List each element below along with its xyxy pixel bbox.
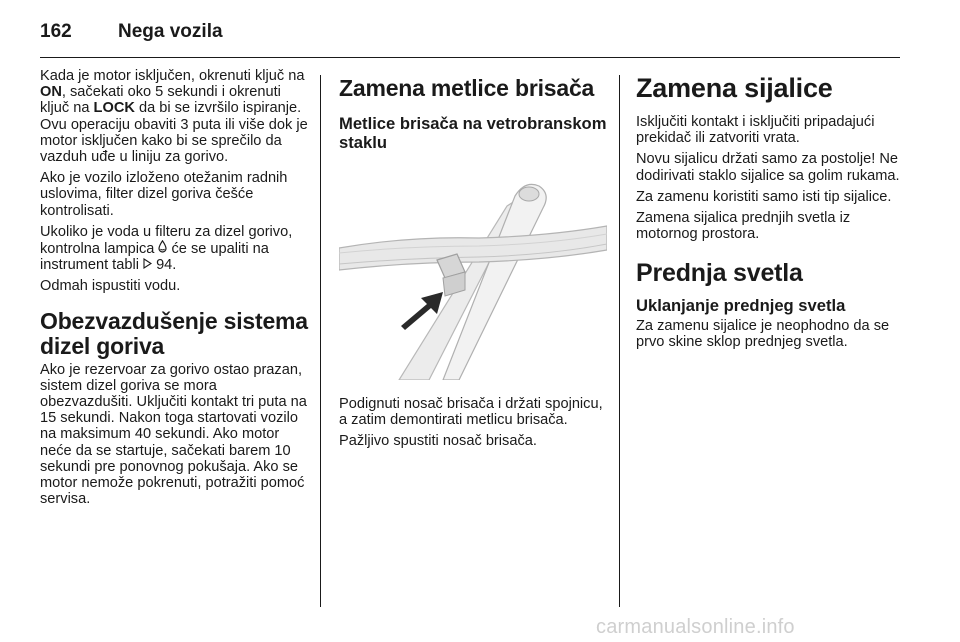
text: Ukoliko je voda u filteru za dizel gorivo, kontrolna lampica xyxy=(40,223,293,258)
column-divider-right xyxy=(619,75,620,607)
column-right xyxy=(636,68,906,355)
text: će se upaliti na instrument tabli xyxy=(40,241,269,274)
section-heading-headlights: Prednja svetla xyxy=(636,259,803,288)
page-reference[interactable]: 94. xyxy=(152,257,177,274)
key-lock-label: LOCK xyxy=(93,100,135,117)
column-divider-left xyxy=(320,75,321,607)
watermark: carmanualsonline.info xyxy=(596,616,795,638)
paragraph-lower-arm: Pažljivo spustiti nosač brisača. xyxy=(339,433,537,450)
paragraph-hold-bulb: Novu sijalicu držati samo za postolje! Ne dodirivati staklo sijalice sa golim rukama. xyxy=(636,151,900,184)
paragraph-same-type: Za zamenu koristiti samo isti tip sijalice. xyxy=(636,188,892,205)
paragraph-filter-check: Ako je vozilo izloženo otežanim radnih uslovima, filter dizel goriva češće kontrolisati. xyxy=(40,170,288,219)
column-left xyxy=(40,68,310,512)
paragraph-drain: Odmah ispustiti vodu. xyxy=(40,278,181,295)
paragraph-water-warning xyxy=(40,224,310,274)
paragraph-purge xyxy=(40,68,310,165)
subheading-windscreen: Metlice brisača na vetrobranskom staklu xyxy=(339,114,607,152)
triangle-arrow-icon xyxy=(143,257,152,273)
page-header xyxy=(40,12,223,52)
wiper-blade-illustration xyxy=(339,166,607,380)
subheading-remove-headlight: Uklanjanje prednjeg svetla xyxy=(636,296,846,316)
page-title: Nega vozila xyxy=(118,21,223,42)
paragraph-bleeding: Ako je rezervoar za gorivo ostao prazan, sistem dizel goriva se mora obezvazdušiti. Uključiti kontakt tri puta na 15 sekundi. Nakon toga startovati vozilo na maksimum 40 sekundi. Ako motor neće da se startuje, sačekati barem 10 sekundi pre ponovnog pokušaja. Ako se motor nemože pokrenuti, potražiti pomoć servisa. xyxy=(40,361,307,508)
section-heading-bleeding: Obezvazdušenje sistema dizel goriva xyxy=(40,307,308,359)
text: da bi se izvršilo ispiranje. Ovu operaciju obaviti 3 puta ili više dok je motor isključen kako bi se sprečilo da vazduh uđe u liniju za gorivo. xyxy=(40,100,308,166)
paragraph-remove-headlight: Za zamenu sijalice je neophodno da se prvo skine sklop prednjeg svetla. xyxy=(636,317,890,351)
paragraph-switch-off: Isključiti kontakt i isključiti pripadajući prekidač ili zatvoriti vrata. xyxy=(636,114,875,147)
header-divider xyxy=(40,57,900,58)
key-on-label: ON xyxy=(40,84,62,101)
text: , sačekati oko 5 sekundi i okrenuti ključ na xyxy=(40,84,281,117)
page-number: 162 xyxy=(40,21,72,42)
paragraph-remove-blade: Podignuti nosač brisača i držati spojnicu, a zatim demontirati metlicu brisača. xyxy=(339,396,603,429)
column-middle xyxy=(339,68,607,455)
text: Kada je motor isključen, okrenuti ključ na xyxy=(40,68,305,84)
paragraph-engine-bay: Zamena sijalica prednjih svetla iz motornog prostora. xyxy=(636,210,851,243)
section-heading-wiper: Zamena metlice brisača xyxy=(339,75,595,101)
section-heading-bulb: Zamena sijalice xyxy=(636,73,833,103)
